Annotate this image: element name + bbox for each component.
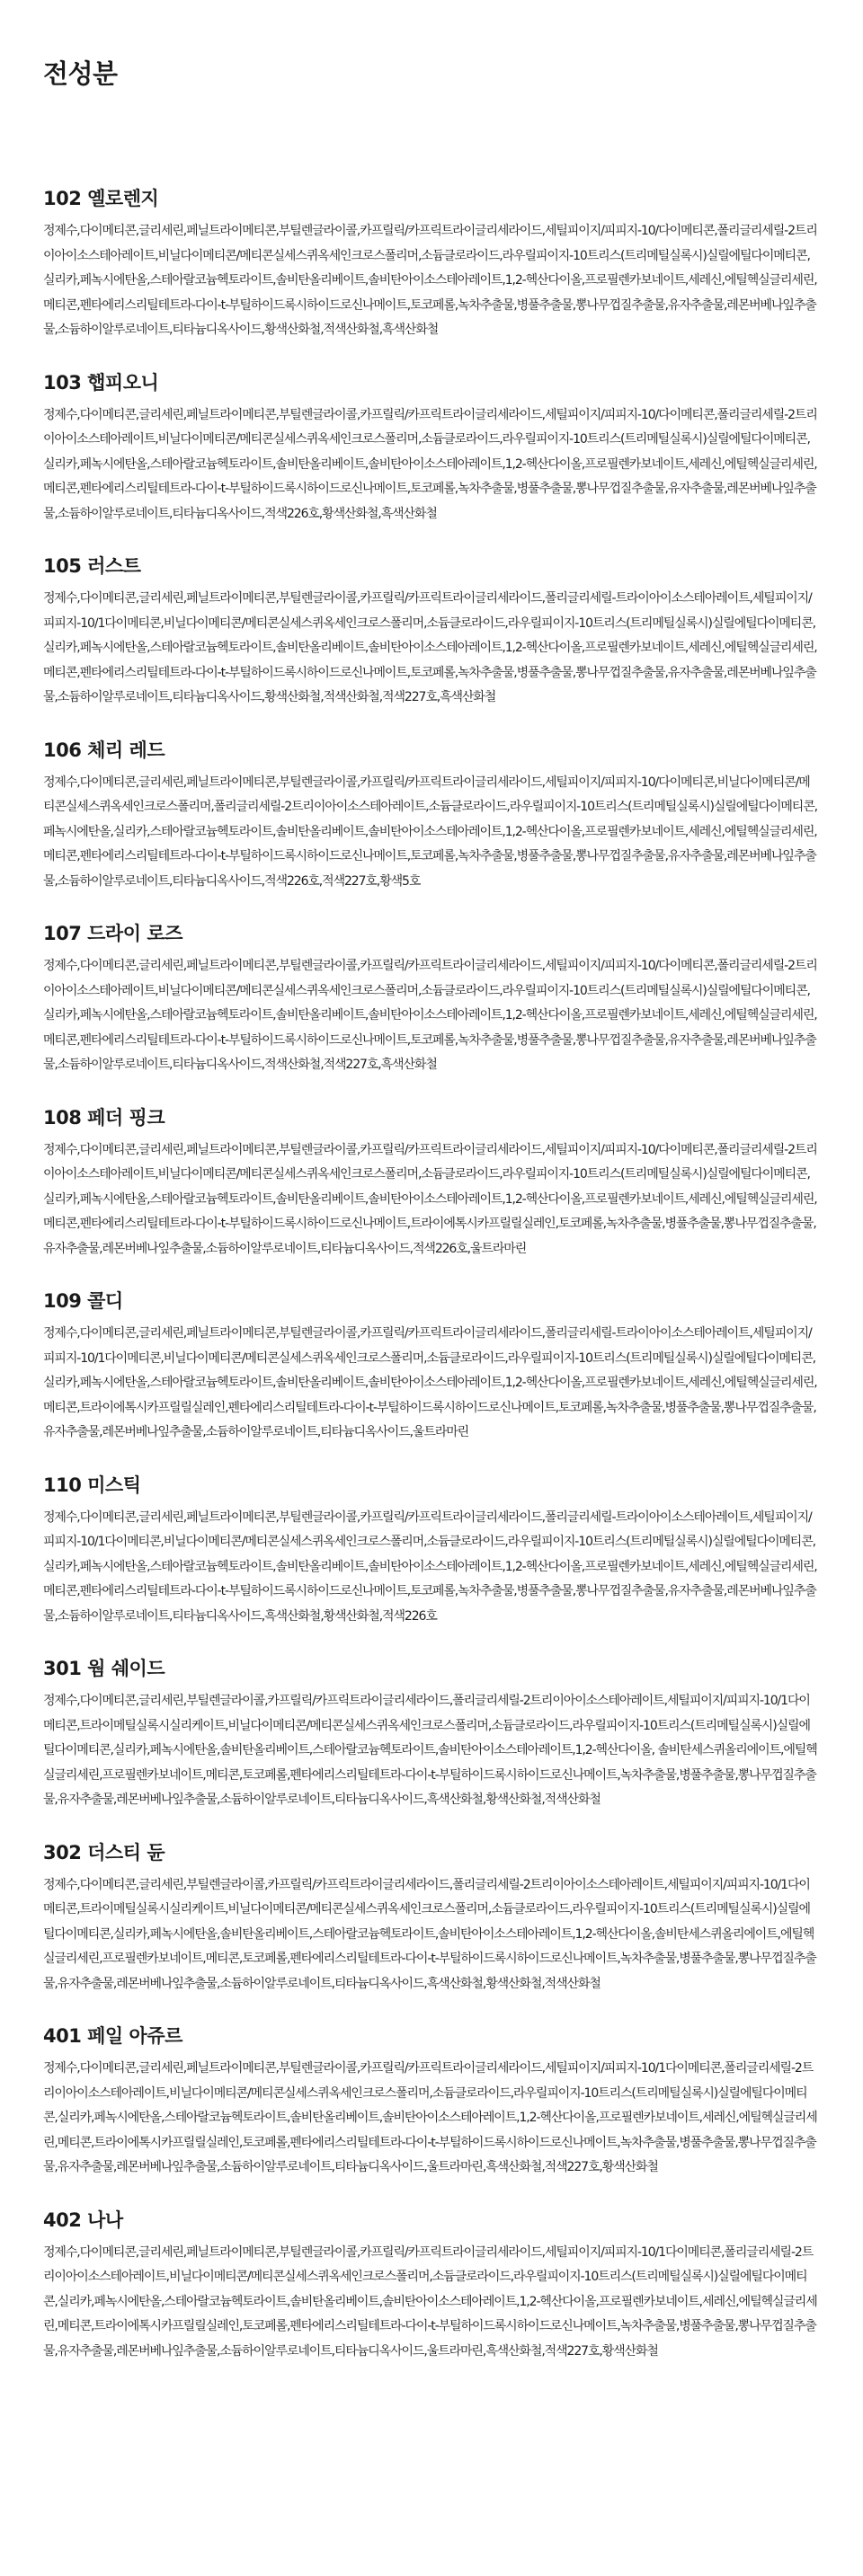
product-name: 107 드라이 로즈 [43,923,182,944]
product-section [43,1287,820,1446]
product-name: 302 더스티 듄 [43,1841,165,1863]
product-name: 103 햅피오니 [43,371,159,394]
product-name: 301 웜 쉐이드 [43,1658,165,1679]
product-ingredients: 정제수,다이메티콘,글리세린,페닐트라이메티콘,부틸렌글라이콜,카프릴릭/카프릭트라이글리세라이드,세틸피이지/피피지-10/1다이메티콘,폴리글리세릴-2트리이아이소스테아레이트,비닐다이메티콘/메티콘실세스퀴옥세인크로스폴리머,소듐클로라이드,라우릴피이지-10트리스(트리메틸실록시)실릴에틸다이메티콘,실리카,페녹시에탄올,스테아랄코늄헥토라이트,솔비탄올리베이트,솔비탄아이소스테아레이트,1,2-헥산다이올,프로필렌카보네이트,세레신,에틸헥실글리세린,메티콘,트라이에톡시카프릴릴실레인,토코페롤,펜타에리스리틸테트라-다이-t-부틸하이드록시하이드로신나메이트,녹차추출물,병풀추출물,뽕나무껍질추출물,유자추출물,레몬버베나잎추출물,소듐하이알루로네이트,티타늄디옥사이드,울트라마린,흑색산화철,적색227호,황색산화철 [43,2244,817,2359]
product-ingredients: 정제수,다이메티콘,글리세린,부틸렌글라이콜,카프릴릭/카프릭트라이글리세라이드,폴리글리세릴-2트리이아이소스테아레이트,세틸피이지/피피지-10/1다이메티콘,트라이메틸실록시실리케이트,비닐다이메티콘/메티콘실세스퀴옥세인크로스폴리머,소듐클로라이드,라우릴피이지-10트리스(트리메틸실록시)실릴에틸다이메티콘,실리카,페녹시에탄올,솔비탄올리베이트,스테아랄코늄헥토라이트,솔비탄아이소스테아레이트,1,2-헥산다이올,솔비탄세스퀴올리에이트,에틸헥실글리세린,프로필렌카보네이트,메티콘,토코페롤,펜타에리스리틸테트라-다이-t-부틸하이드록시하이드로신나메이트,녹차추출물,병풀추출물,뽕나무껍질추출물,유자추출물,레몬버베나잎추출물,소듐하이알루로네이트,티타늄디옥사이드,흑색산화철,황색산화철,적색산화철 [43,1877,816,1991]
product-section [43,1654,820,1813]
product-section [43,919,820,1078]
product-section [43,1838,820,1997]
product-name: 401 페일 아쥬르 [43,2025,182,2047]
product-name: 109 콜디 [43,1290,123,1312]
product-ingredients: 정제수,다이메티콘,글리세린,페닐트라이메티콘,부틸렌글라이콜,카프릴릭/카프릭트라이글리세라이드,세틸피이지/피피지-10/다이메티콘,폴리글리세릴-2트리이아이소스테아레이트,비닐다이메티콘/메티콘실세스퀴옥세인크로스폴리머,소듐클로라이드,라우릴피이지-10트리스(트리메틸실록시)실릴에틸다이메티콘,실리카,페녹시에탄올,스테아랄코늄헥토라이트,솔비탄올리베이트,솔비탄아이소스테아레이트,1,2-헥산다이올,프로필렌카보네이트,세레신,에틸헥실글리세린,메티콘,펜타에리스리틸테트라-다이-t-부틸하이드록시하이드로신나메이트,토코페롤,녹차추출물,병풀추출물,뽕나무껍질추출물,유자추출물,레몬버베나잎추출물,소듐하이알루로네이트,티타늄디옥사이드,적색226호,황색산화철,흑색산화철 [43,407,817,521]
product-ingredients: 정제수,다이메티콘,글리세린,페닐트라이메티콘,부틸렌글라이콜,카프릴릭/카프릭트라이글리세라이드,세틸피이지/피피지-10/1다이메티콘,폴리글리세릴-2트리이아이소스테아레이트,비닐다이메티콘/메티콘실세스퀴옥세인크로스폴리머,소듐클로라이드,라우릴피이지-10트리스(트리메틸실록시)실릴에틸다이메티콘,실리카,페녹시에탄올,스테아랄코늄헥토라이트,솔비탄올리베이트,솔비탄아이소스테아레이트,1,2-헥산다이올,프로필렌카보네이트,세레신,에틸헥실글리세린,메티콘,트라이에톡시카프릴릴실레인,토코페롤,펜타에리스리틸테트라-다이-t-부틸하이드록시하이드로신나메이트,녹차추출물,병풀추출물,뽕나무껍질추출물,유자추출물,레몬버베나잎추출물,소듐하이알루로네이트,티타늄디옥사이드,울트라마린,흑색산화철,적색227호,황색산화철 [43,2061,817,2174]
product-section [43,1471,820,1630]
product-section [43,1103,820,1262]
product-section [43,2022,820,2181]
product-section [43,2206,820,2365]
product-ingredients: 정제수,다이메티콘,글리세린,페닐트라이메티콘,부틸렌글라이콜,카프릴릭/카프릭트라이글리세라이드,세틸피이지/피피지-10/다이메티콘,폴리글리세릴-2트리이아이소스테아레이트,비닐다이메티콘/메티콘실세스퀴옥세인크로스폴리머,소듐클로라이드,라우릴피이지-10트리스(트리메틸실록시)실릴에틸다이메티콘,실리카,페녹시에탄올,스테아랄코늄헥토라이트,솔비탄올리베이트,솔비탄아이소스테아레이트,1,2-헥산다이올,프로필렌카보네이트,세레신,에틸헥실글리세린,메티콘,펜타에리스리틸테트라-다이-t-부틸하이드록시하이드로신나메이트,토코페롤,녹차추출물,병풀추출물,뽕나무껍질추출물,유자추출물,레몬버베나잎추출물,소듐하이알루로네이트,티타늄디옥사이드,황색산화철,적색산화철,흑색산화철 [43,224,817,337]
product-section [43,736,820,895]
product-section [43,184,820,343]
product-ingredients: 정제수,다이메티콘,글리세린,페닐트라이메티콘,부틸렌글라이콜,카프릴릭/카프릭트라이글리세라이드,폴리글리세릴-트라이아이소스테아레이트,세틸피이지/피피지-10/1다이메티콘,비닐다이메티콘/메티콘실세스퀴옥세인크로스폴리머,소듐클로라이드,라우릴피이지-10트리스(트리메틸실록시)실릴에틸다이메티콘,실리카,페녹시에탄올,스테아랄코늄헥토라이트,솔비탄올리베이트,솔비탄아이소스테아레이트,1,2-헥산다이올,프로필렌카보네이트,세레신,에틸헥실글리세린,메티콘,펜타에리스리틸테트라-다이-t-부틸하이드록시하이드로신나메이트,토코페롤,녹차추출물,병풀추출물,뽕나무껍질추출물,유자추출물,레몬버베나잎추출물,소듐하이알루로네이트,티타늄디옥사이드,흑색산화철,황색산화철,적색226호 [43,1509,817,1624]
product-name: 402 나나 [43,2209,123,2231]
product-section [43,368,820,527]
product-ingredients: 정제수,다이메티콘,글리세린,페닐트라이메티콘,부틸렌글라이콜,카프릴릭/카프릭트라이글리세라이드,세틸피이지/피피지-10/다이메티콘,비닐다이메티콘/메티콘실세스퀴옥세인크로스폴리머,폴리글리세릴-2트리이아이소스테아레이트,소듐클로라이드,라우릴피이지-10트리스(트리메틸실록시)실릴에틸다이메티콘,페녹시에탄올,실리카,스테아랄코늄헥토라이트,솔비탄올리베이트,솔비탄아이소스테아레이트,1,2-헥산다이올,프로필렌카보네이트,세레신,에틸헥실글리세린,메티콘,펜타에리스리틸테트라-다이-t-부틸하이드록시하이드로신나메이트,토코페롤,녹차추출물,병풀추출물,뽕나무껍질추출물,유자추출물,레몬버베나잎추출물,소듐하이알루로네이트,티타늄디옥사이드,적색226호,적색227호,황색5호 [43,775,818,889]
product-name: 105 러스트 [43,555,141,577]
product-ingredients: 정제수,다이메티콘,글리세린,부틸렌글라이콜,카프릴릭/카프릭트라이글리세라이드,폴리글리세릴-2트리이아이소스테아레이트,세틸피이지/피피지-10/1다이메티콘,트라이메틸실록시실리케이트,비닐다이메티콘/메티콘실세스퀴옥세인크로스폴리머,소듐클로라이드,라우릴피이지-10트리스(트리메틸실록시)실릴에틸다이메티콘,실리카,페녹시에탄올,솔비탄올리베이트,스테아랄코늄헥토라이트,솔비탄아이소스테아레이트,1,2-헥산다이올, 솔비탄세스퀴올리에이트,에틸헥실글리세린,프로필렌카보네이트,메티콘,토코페롤,펜타에리스리틸테트라-다이-t-부틸하이드록시하이드로신나메이트,녹차추출물,병풀추출물,뽕나무껍질추출물,유자추출물,레몬버베나잎추출물,소듐하이알루로네이트,티타늄디옥사이드,흑색산화철,황색산화철,적색산화철 [43,1694,817,1807]
product-ingredients: 정제수,다이메티콘,글리세린,페닐트라이메티콘,부틸렌글라이콜,카프릴릭/카프릭트라이글리세라이드,폴리글리세릴-트라이아이소스테아레이트,세틸피이지/피피지-10/1다이메티콘,비닐다이메티콘/메티콘실세스퀴옥세인크로스폴리머,소듐클로라이드,라우릴피이지-10트리스(트리메틸실록시)실릴에틸다이메티콘,실리카,페녹시에탄올,스테아랄코늄헥토라이트,솔비탄올리베이트,솔비탄아이소스테아레이트,1,2-헥산다이올,프로필렌카보네이트,세레신,에틸헥실글리세린,메티콘,트라이에톡시카프릴릴실레인,펜타에리스리틸테트라-다이-t-부틸하이드록시하이드로신나메이트,토코페롤,녹차추출물,병풀추출물,뽕나무껍질추출물,유자추출물,레몬버베나잎추출물,소듐하이알루로네이트,티타늄디옥사이드,울트라마린 [43,1326,817,1439]
product-ingredients: 정제수,다이메티콘,글리세린,페닐트라이메티콘,부틸렌글라이콜,카프릴릭/카프릭트라이글리세라이드,세틸피이지/피피지-10/다이메티콘,폴리글리세릴-2트리이아이소스테아레이트,비닐다이메티콘/메티콘실세스퀴옥세인크로스폴리머,소듐클로라이드,라우릴피이지-10트리스(트리메틸실록시)실릴에틸다이메티콘,실리카,페녹시에탄올,스테아랄코늄헥토라이트,솔비탄올리베이트,솔비탄아이소스테아레이트,1,2-헥산다이올,프로필렌카보네이트,세레신,에틸헥실글리세린,메티콘,펜타에리스리틸테트라-다이-t-부틸하이드록시하이드로신나메이트,토코페롤,녹차추출물,병풀추출물,뽕나무껍질추출물,유자추출물,레몬버베나잎추출물,소듐하이알루로네이트,티타늄디옥사이드,적색산화철,적색227호,흑색산화철 [43,959,817,1072]
product-name: 106 체리 레드 [43,739,165,761]
product-name: 110 미스틱 [43,1474,141,1496]
product-ingredients: 정제수,다이메티콘,글리세린,페닐트라이메티콘,부틸렌글라이콜,카프릴릭/카프릭트라이글리세라이드,폴리글리세릴-트라이아이소스테아레이트,세틸피이지/피피지-10/1다이메티콘,비닐다이메티콘/메티콘실세스퀴옥세인크로스폴리머,소듐클로라이드,라우릴피이지-10트리스(트리메틸실록시)실릴에틸다이메티콘,실리카,페녹시에탄올,스테아랄코늄헥토라이트,솔비탄올리베이트,솔비탄아이소스테아레이트,1,2-헥산다이올,프로필렌카보네이트,세레신,에틸헥실글리세린,메티콘,펜타에리스리틸테트라-다이-t-부틸하이드록시하이드로신나메이트,토코페롤,녹차추출물,병풀추출물,뽕나무껍질추출물,유자추출물,레몬버베나잎추출물,소듐하이알루로네이트,티타늄디옥사이드,황색산화철,적색산화철,적색227호,흑색산화철 [43,591,817,704]
product-ingredients: 정제수,다이메티콘,글리세린,페닐트라이메티콘,부틸렌글라이콜,카프릴릭/카프릭트라이글리세라이드,세틸피이지/피피지-10/다이메티콘,폴리글리세릴-2트리이아이소스테아레이트,비닐다이메티콘/메티콘실세스퀴옥세인크로스폴리머,소듐클로라이드,라우릴피이지-10트리스(트리메틸실록시)실릴에틸다이메티콘,실리카,페녹시에탄올,스테아랄코늄헥토라이트,솔비탄올리베이트,솔비탄아이소스테아레이트,1,2-헥산다이올,프로필렌카보네이트,세레신,에틸헥실글리세린,메티콘,펜타에리스리틸테트라-다이-t-부틸하이드록시하이드로신나메이트,트라이에톡시카프릴릴실레인,토코페롤,녹차추출물,병풀추출물,뽕나무껍질추출물,유자추출물,레몬버베나잎추출물,소듐하이알루로네이트,티타늄디옥사이드,적색226호,울트라마린 [43,1142,817,1256]
product-name: 108 페더 핑크 [43,1106,165,1129]
product-section [43,552,820,711]
page-title: 전성분 [43,58,118,89]
product-name: 102 옐로렌지 [43,188,159,209]
